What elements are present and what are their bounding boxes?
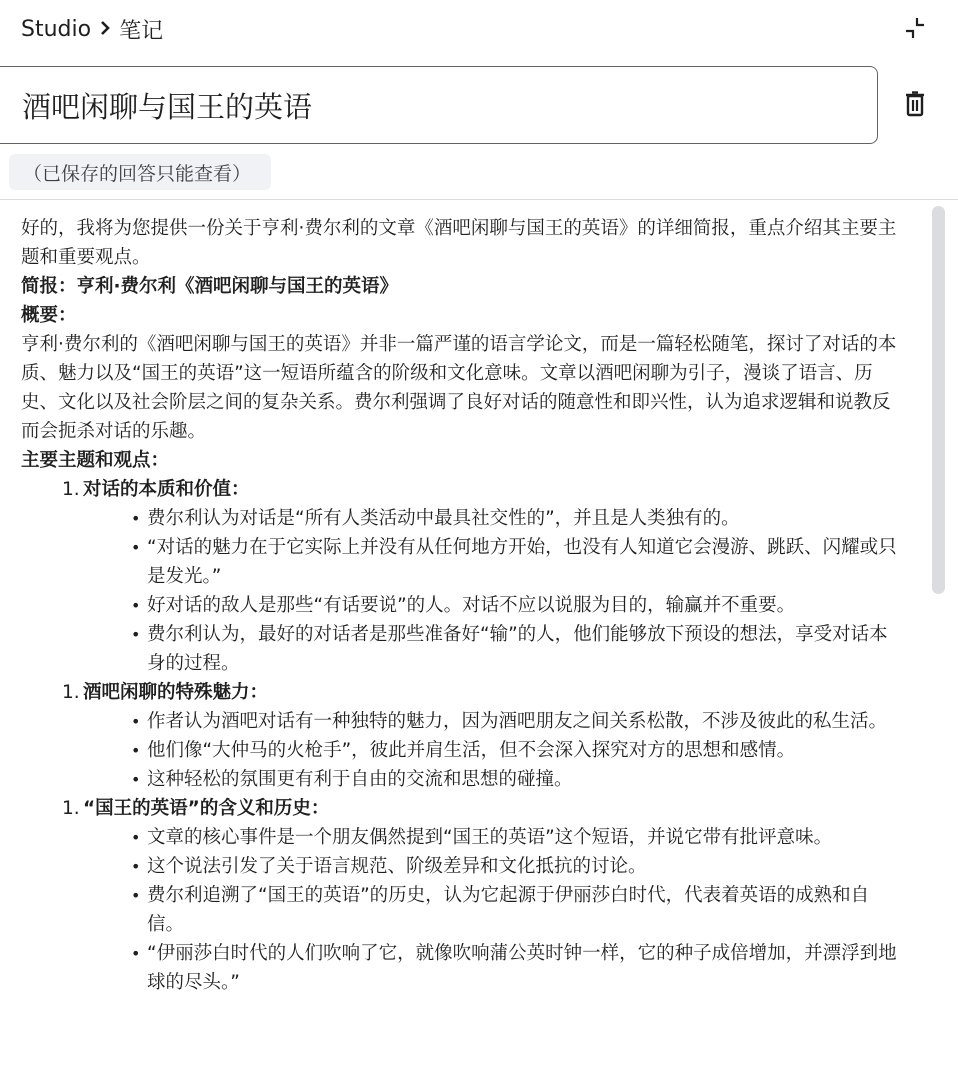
brief-title: 简报：亨利·费尔利《酒吧闲聊与国王的英语》 — [21, 276, 399, 297]
scrollbar-thumb[interactable] — [932, 206, 945, 594]
chevron-right-icon — [99, 17, 111, 41]
read-only-notice-text: （已保存的回答只能查看） — [23, 162, 252, 185]
intro-paragraph: 好的，我将为您提供一份关于亨利·费尔利的文章《酒吧闲聊与国王的英语》的详细简报，重点介绍其主要主题和重要观点。 — [21, 218, 897, 268]
section-heading — [21, 475, 905, 504]
collapse-button[interactable] — [898, 14, 932, 46]
bullet-item: • “伊丽莎白时代的人们吹响了它，就像吹响蒲公英时钟一样，它的种子成倍增加，并漂浮到地球的尽头。” — [21, 939, 905, 997]
header — [0, 0, 958, 58]
section-heading — [21, 678, 905, 707]
breadcrumb-current: 笔记 — [119, 18, 164, 44]
section-2 — [21, 678, 905, 794]
bullet-item: • 他们像“大仲马的火枪手”，彼此并肩生活，但不会深入探究对方的思想和感情。 — [21, 736, 905, 765]
section-3 — [21, 794, 905, 997]
themes-label: 主要主题和观点： — [21, 450, 170, 471]
bullet-item: • 好对话的敌人是那些“有话要说”的人。对话不应以说服为目的，输赢并不重要。 — [21, 591, 905, 620]
section-1 — [21, 475, 905, 678]
section-number: 1. — [62, 682, 80, 703]
overview-paragraph: 亨利·费尔利的《酒吧闲聊与国王的英语》并非一篇严谨的语言学论文，而是一篇轻松随笔，探讨了对话的本质、魅力以及“国王的英语”这一短语所蕴含的阶级和文化意味。文章以酒吧闲聊为引子，漫谈了语言、历史、文化以及社会阶层之间的复杂关系。费尔利强调了良好对话的随意性和即兴性，认为追求逻辑和说教反而会扼杀对话的乐趣。 — [21, 334, 897, 442]
bullet-item: • 文章的核心事件是一个朋友偶然提到“国王的英语”这个短语，并说它带有批评意味。 — [21, 823, 905, 852]
section-number: 1. — [62, 798, 80, 819]
breadcrumb — [21, 14, 163, 44]
bullet-item: • 费尔利认为对话是“所有人类活动中最具社交性的”，并且是人类独有的。 — [21, 504, 905, 533]
section-title: 酒吧闲聊的特殊魅力： — [83, 682, 269, 703]
delete-note-button[interactable] — [896, 87, 934, 125]
bullet-item: • 作者认为酒吧对话有一种独特的魅力，因为酒吧朋友之间关系松散，不涉及彼此的私生活。 — [21, 707, 905, 736]
bullet-item: • 费尔利追溯了“国王的英语”的历史，认为它起源于伊丽莎白时代，代表着英语的成熟和自信。 — [21, 881, 905, 939]
section-title: 对话的本质和价值： — [83, 479, 250, 500]
breadcrumb-studio[interactable]: Studio — [21, 16, 92, 42]
section-number: 1. — [62, 479, 80, 500]
bullet-item: • 这种轻松的氛围更有利于自由的交流和思想的碰撞。 — [21, 765, 905, 794]
collapse-icon — [903, 16, 927, 44]
section-heading — [21, 794, 905, 823]
note-title: 酒吧闲聊与国王的英语 — [22, 89, 313, 124]
bullet-item: • “对话的魅力在于它实际上并没有从任何地方开始，也没有人知道它会漫游、跳跃、闪耀或只是发光。” — [21, 533, 905, 591]
read-only-notice — [9, 154, 271, 190]
overview-label: 概要： — [21, 305, 77, 326]
note-title-field[interactable] — [0, 66, 878, 144]
divider — [0, 199, 958, 200]
bullet-item: • 费尔利认为，最好的对话者是那些准备好“输”的人，他们能够放下预设的想法，享受对话本身的过程。 — [21, 620, 905, 678]
section-title: “国王的英语”的含义和历史： — [83, 798, 330, 819]
bullet-item: • 这个说法引发了关于语言规范、阶级差异和文化抵抗的讨论。 — [21, 852, 905, 881]
note-content — [21, 214, 905, 997]
trash-icon — [903, 91, 927, 121]
